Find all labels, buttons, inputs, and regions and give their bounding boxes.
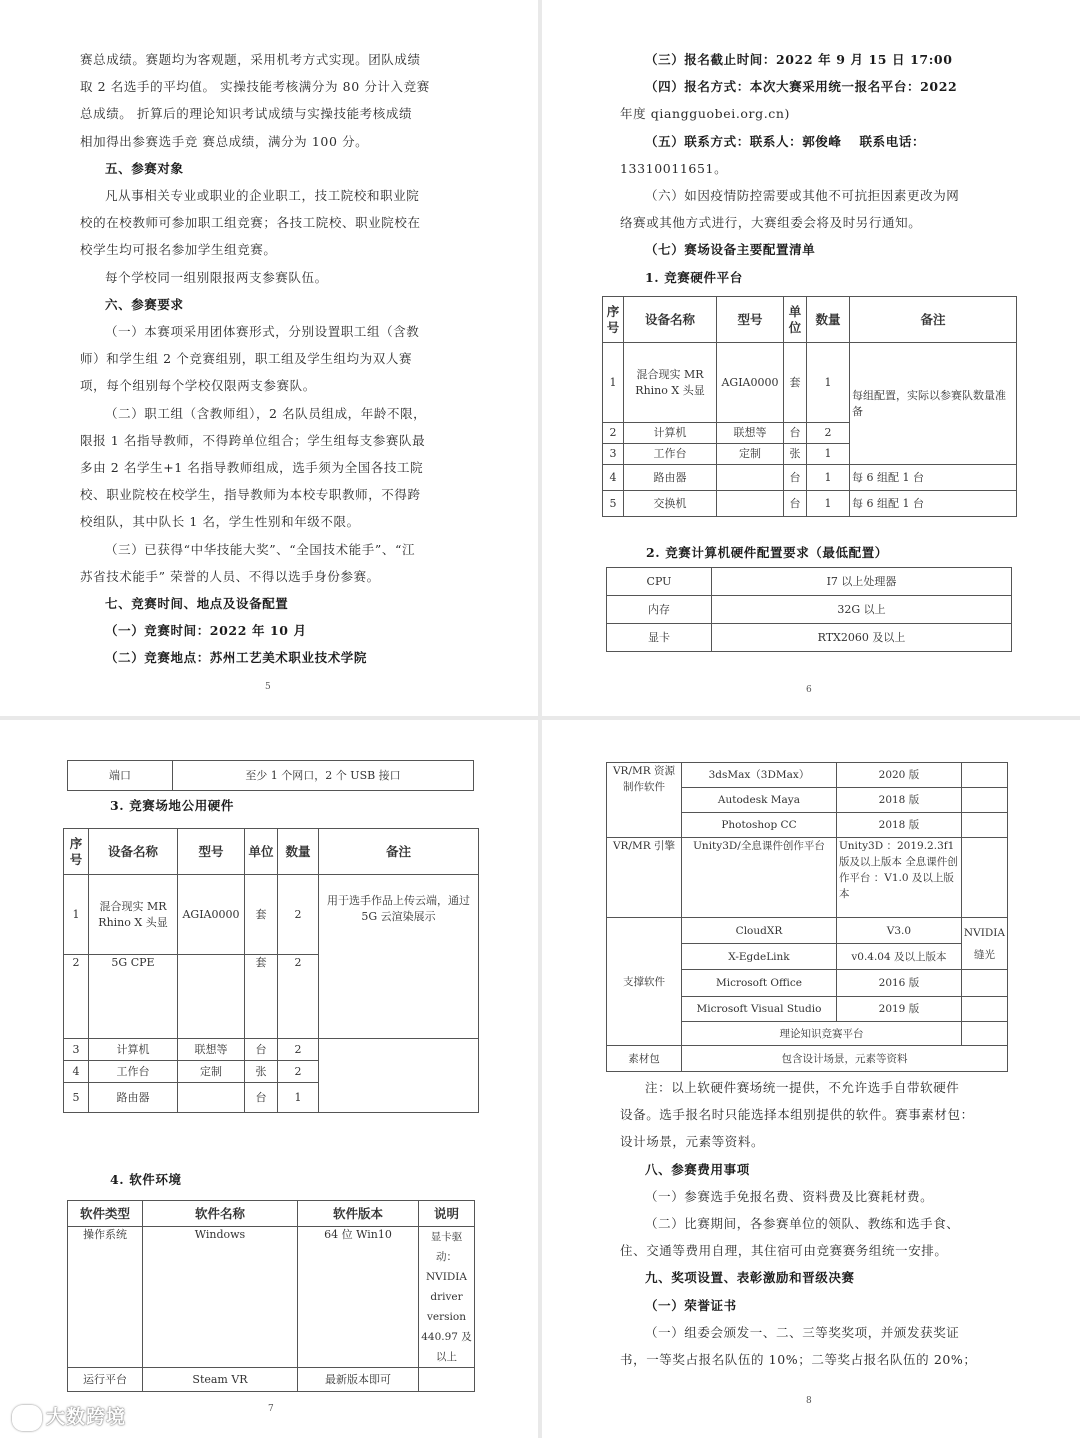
- page-8-text: [620, 1074, 1025, 1373]
- text-line: 师）和学生组 2 个竞赛组别，职工组及学生组均为双人赛: [80, 351, 413, 367]
- computer-config-table: [606, 567, 1012, 652]
- table-cell: 路由器: [89, 1083, 178, 1113]
- table-cell: VR/MR 资源制作软件: [607, 763, 682, 838]
- table-cell: 3: [603, 444, 624, 465]
- table-cell: 套: [245, 875, 278, 955]
- text-line: （一）组委会颁发一、二、三等奖奖项，并颁发获奖证: [645, 1324, 960, 1340]
- text-line: 总成绩。 折算后的理论知识考试成绩与实操技能考核成绩: [80, 106, 413, 122]
- text-line: 校、职业院校在校学生，指导教师为本校专职教师，不得跨: [80, 487, 421, 503]
- table-cell: 台: [784, 491, 807, 517]
- table-cell: 5: [64, 1083, 89, 1113]
- page-number: 5: [265, 682, 271, 692]
- text-line: （六）如因疫情防控需要或其他不可抗拒因素更改为网: [645, 188, 960, 204]
- section-heading: 2. 竞赛计算机硬件配置要求（最低配置）: [646, 545, 888, 560]
- table-cell: 每组配置，实际以参赛队数量准备: [850, 343, 1017, 465]
- table-cell: 套: [784, 343, 807, 423]
- table-cell: 1: [807, 491, 850, 517]
- table-cell: 5G CPE: [89, 955, 178, 1039]
- table-header: 型号: [717, 297, 784, 343]
- table-row: [607, 763, 1008, 788]
- table-cell: [178, 955, 245, 1039]
- page-6: [542, 0, 1080, 716]
- table-cell: 2018 版: [836, 813, 961, 838]
- port-row-table: [67, 760, 474, 791]
- table-cell: AGIA0000: [178, 875, 245, 955]
- table-header: 备注: [319, 829, 479, 875]
- table-cell: 混合现实 MR Rhino X 头显: [89, 875, 178, 955]
- table-cell: [961, 838, 1007, 918]
- table-cell: 2: [278, 955, 319, 1039]
- section-heading: 4. 软件环境: [110, 1172, 182, 1187]
- venue-hardware-table: [63, 828, 479, 1113]
- text-line: 校组队，其中队长 1 名，学生性别和年级不限。: [80, 514, 360, 530]
- text-line: 设备。选手报名时只能选择本组别提供的软件。赛事素材包：: [620, 1107, 974, 1123]
- text-line: 校学生均可报名参加学生组竞赛。: [80, 242, 277, 258]
- text-line: 苏省技术能手” 荣誉的人员、不得以选手身份参赛。: [80, 568, 380, 584]
- page-number: 8: [806, 1396, 812, 1406]
- table-cell: 操作系统: [68, 1227, 143, 1368]
- table-cell: 交换机: [624, 491, 717, 517]
- table-row: [603, 491, 1017, 517]
- section-heading: 3. 竞赛场地公用硬件: [110, 798, 235, 813]
- table-cell: 1: [807, 343, 850, 423]
- table-cell: Autodesk Maya: [681, 788, 836, 813]
- table-row: [607, 596, 1012, 624]
- table-row: [607, 1046, 1008, 1072]
- table-cell: 1: [807, 444, 850, 465]
- table-cell: 显卡驱动：NVIDIA driver version 440.97 及以上: [419, 1227, 475, 1368]
- table-cell: 计算机: [89, 1039, 178, 1061]
- table-cell: CloudXR: [681, 918, 836, 944]
- table-cell: 张: [245, 1061, 278, 1083]
- table-cell: 1: [807, 465, 850, 491]
- table-cell: v0.4.04 及以上版本: [836, 944, 961, 970]
- table-cell: 至少 1 个网口，2 个 USB 接口: [173, 761, 474, 791]
- table-cell: [319, 1039, 479, 1113]
- section-heading: （一）竞赛时间：2022 年 10 月: [105, 623, 307, 639]
- table-cell: 2018 版: [836, 788, 961, 813]
- table-cell: 包含设计场景，元素等资料: [681, 1046, 1007, 1072]
- page-5: [0, 0, 538, 716]
- table-header: 说明: [419, 1201, 475, 1227]
- table-cell: 每 6 组配 1 台: [850, 465, 1017, 491]
- table-cell: 台: [784, 465, 807, 491]
- table-cell: Microsoft Visual Studio: [681, 997, 836, 1022]
- section-heading: （七）赛场设备主要配置清单: [645, 242, 816, 258]
- table-row: [607, 624, 1012, 652]
- text-line: 凡从事相关专业或职业的企业职工，技工院校和职业院: [105, 188, 420, 204]
- table-cell: 台: [245, 1039, 278, 1061]
- table-cell: [178, 1083, 245, 1113]
- table-header: 数量: [807, 297, 850, 343]
- table-header: 软件版本: [298, 1201, 419, 1227]
- table-cell: VR/MR 引擎: [607, 838, 682, 918]
- table-cell: NVIDIA 缝光: [961, 918, 1007, 970]
- table-cell: AGIA0000: [717, 343, 784, 423]
- table-cell: 套: [245, 955, 278, 1039]
- table-cell: 每 6 组配 1 台: [850, 491, 1017, 517]
- table-row: [64, 1039, 479, 1061]
- section-heading: （三）报名截止时间：2022 年 9 月 15 日 17:00: [645, 52, 953, 67]
- table-header: 型号: [178, 829, 245, 875]
- text-line: 取 2 名选手的平均值。 实操技能考核满分为 80 分计入竞赛: [80, 79, 430, 95]
- table-cell: Photoshop CC: [681, 813, 836, 838]
- table-cell: X-EgdeLink: [681, 944, 836, 970]
- table-cell: 64 位 Win10: [298, 1227, 419, 1368]
- text-line: 校的在校教师可参加职工组竞赛；各技工院校、职业院校在: [80, 215, 421, 231]
- watermark-logo: [12, 1402, 126, 1431]
- section-heading: 1. 竞赛硬件平台: [645, 269, 743, 285]
- table-cell: V3.0: [836, 918, 961, 944]
- table-cell: 5: [603, 491, 624, 517]
- text-line: （二）职工组（含教师组），2 名队员组成，年龄不限，: [105, 405, 427, 421]
- page-number: 7: [268, 1404, 274, 1414]
- table-cell: 2: [807, 423, 850, 444]
- table-cell: [961, 788, 1007, 813]
- table-cell: Windows: [143, 1227, 298, 1368]
- table-cell: [717, 491, 784, 517]
- table-cell: [961, 1022, 1007, 1046]
- table-header: 软件名称: [143, 1201, 298, 1227]
- table-cell: [717, 465, 784, 491]
- table-cell: Steam VR: [143, 1368, 298, 1392]
- table-cell: 2019 版: [836, 997, 961, 1022]
- section-heading: （二）竞赛地点：苏州工艺美术职业技术学院: [105, 650, 368, 666]
- table-row: [68, 1368, 475, 1392]
- table-cell: 联想等: [717, 423, 784, 444]
- table-cell: 定制: [717, 444, 784, 465]
- table-cell: 4: [64, 1061, 89, 1083]
- logo-mark-icon: [12, 1405, 42, 1431]
- table-cell: 2: [64, 955, 89, 1039]
- table-cell: 台: [784, 423, 807, 444]
- table-cell: 混合现实 MR Rhino X 头显: [624, 343, 717, 423]
- table-cell: 计算机: [624, 423, 717, 444]
- section-heading: 八、参赛费用事项: [645, 1161, 750, 1177]
- table-cell: 运行平台: [68, 1368, 143, 1392]
- table-cell: 3dsMax（3DMax）: [681, 763, 836, 788]
- table-cell: 内存: [607, 596, 712, 624]
- table-cell: 2: [278, 875, 319, 955]
- table-cell: 台: [245, 1083, 278, 1113]
- section-heading: 九、奖项设置、表彰激励和晋级决赛: [645, 1270, 855, 1286]
- table-cell: 最新版本即可: [298, 1368, 419, 1392]
- table-header: 序号: [603, 297, 624, 343]
- text-line: 每个学校同一组别限报两支参赛队伍。: [105, 269, 328, 285]
- table-cell: 2: [278, 1039, 319, 1061]
- text-line: 13310011651。: [620, 160, 728, 176]
- text-line: 住、交通等费用自理，其住宿可由竞赛赛务组统一安排。: [620, 1243, 948, 1259]
- table-header: 设备名称: [624, 297, 717, 343]
- table-cell: 4: [603, 465, 624, 491]
- table-cell: 理论知识竞赛平台: [681, 1022, 961, 1046]
- page-6-text: [620, 46, 1020, 291]
- table-row: [607, 568, 1012, 596]
- table-header: 备注: [850, 297, 1017, 343]
- section-heading: （一）荣誉证书: [645, 1297, 737, 1313]
- table-cell: 工作台: [89, 1061, 178, 1083]
- table-header: 软件类型: [68, 1201, 143, 1227]
- table-cell: 端口: [68, 761, 173, 791]
- table-cell: 工作台: [624, 444, 717, 465]
- table-cell: 2: [603, 423, 624, 444]
- table-row: [68, 761, 474, 791]
- table-row: [603, 465, 1017, 491]
- text-line: 多由 2 名学生+1 名指导教师组成，选手须为全国各技工院: [80, 460, 424, 476]
- table-cell: 联想等: [178, 1039, 245, 1061]
- table-cell: Unity3D ：2019.2.3f1 版及以上版本 全息课件创作平台 ：V1.0 及以上版本: [836, 838, 961, 918]
- section-heading: 七、竞赛时间、地点及设备配置: [105, 596, 289, 612]
- table-cell: CPU: [607, 568, 712, 596]
- table-cell: Unity3D/全息课件创作平台: [681, 838, 836, 918]
- text-line: （三）已获得“中华技能大奖”、“全国技术能手”、“江: [105, 541, 416, 557]
- text-line: （一）本赛项采用团体赛形式，分别设置职工组（含教: [105, 324, 420, 340]
- text-line: 注：以上软硬件赛场统一提供，不允许选手自带软硬件: [645, 1080, 960, 1095]
- table-cell: 支撑软件: [607, 918, 682, 1046]
- table-cell: 1: [64, 875, 89, 955]
- table-cell: [961, 970, 1007, 997]
- section-heading: 五、参赛对象: [105, 160, 184, 176]
- hardware-platform-table: [602, 296, 1017, 517]
- table-header: 设备名称: [89, 829, 178, 875]
- text-line: 赛总成绩。赛题均为客观题，采用机考方式实现。团队成绩: [80, 52, 421, 67]
- text-line: 相加得出参赛选手竞 赛总成绩，满分为 100 分。: [80, 133, 369, 149]
- section-heading: （五）联系方式：联系人：郭俊峰 联系电话：: [645, 133, 926, 149]
- table-header: 单位: [784, 297, 807, 343]
- text-line: 限报 1 名指导教师，不得跨单位组合；学生组每支参赛队最: [80, 432, 426, 448]
- table-header: 单位: [245, 829, 278, 875]
- page-5-text: [80, 46, 460, 672]
- table-cell: 1: [603, 343, 624, 423]
- software-table-continued: [606, 762, 1008, 1072]
- table-cell: 张: [784, 444, 807, 465]
- watermark-text: 大数跨境: [46, 1406, 127, 1428]
- section-heading: （四）报名方式：本次大赛采用统一报名平台：2022: [645, 79, 958, 95]
- text-line: 年度 qiangguobei.org.cn): [620, 106, 791, 122]
- text-line: 项，每个组别每个学校仅限两支参赛队。: [80, 378, 316, 394]
- table-cell: 2016 版: [836, 970, 961, 997]
- page-number: 6: [806, 685, 812, 695]
- text-line: 书，一等奖占报名队伍的 10%；二等奖占报名队伍的 20%；: [620, 1352, 977, 1368]
- table-cell: 1: [278, 1083, 319, 1113]
- text-line: （二）比赛期间，各参赛单位的领队、教练和选手食、: [645, 1216, 960, 1232]
- table-cell: [961, 997, 1007, 1022]
- table-cell: 用于选手作品上传云端，通过 5G 云渲染展示: [319, 875, 479, 1039]
- table-header: 序号: [64, 829, 89, 875]
- table-row: [64, 875, 479, 955]
- table-cell: [961, 813, 1007, 838]
- table-cell: RTX2060 及以上: [712, 624, 1012, 652]
- table-row: [607, 838, 1008, 918]
- table-cell: 定制: [178, 1061, 245, 1083]
- table-cell: 素材包: [607, 1046, 682, 1072]
- page-8: [542, 720, 1080, 1438]
- section-heading: 六、参赛要求: [105, 296, 184, 312]
- table-row: [607, 918, 1008, 944]
- table-cell: 路由器: [624, 465, 717, 491]
- table-cell: [961, 763, 1007, 788]
- page-7: [0, 720, 538, 1438]
- table-row: [68, 1227, 475, 1368]
- table-cell: [419, 1368, 475, 1392]
- table-row: [603, 343, 1017, 423]
- table-cell: 2020 版: [836, 763, 961, 788]
- table-cell: 3: [64, 1039, 89, 1061]
- table-cell: 32G 以上: [712, 596, 1012, 624]
- table-cell: 显卡: [607, 624, 712, 652]
- table-cell: 2: [278, 1061, 319, 1083]
- table-header: 数量: [278, 829, 319, 875]
- table-cell: I7 以上处理器: [712, 568, 1012, 596]
- text-line: 设计场景，元素等资料。: [620, 1134, 765, 1150]
- text-line: 络赛或其他方式进行，大赛组委会将及时另行通知。: [620, 215, 922, 231]
- software-environment-table: [67, 1200, 475, 1392]
- text-line: （一）参赛选手免报名费、资料费及比赛耗材费。: [645, 1188, 934, 1204]
- table-cell: Microsoft Office: [681, 970, 836, 997]
